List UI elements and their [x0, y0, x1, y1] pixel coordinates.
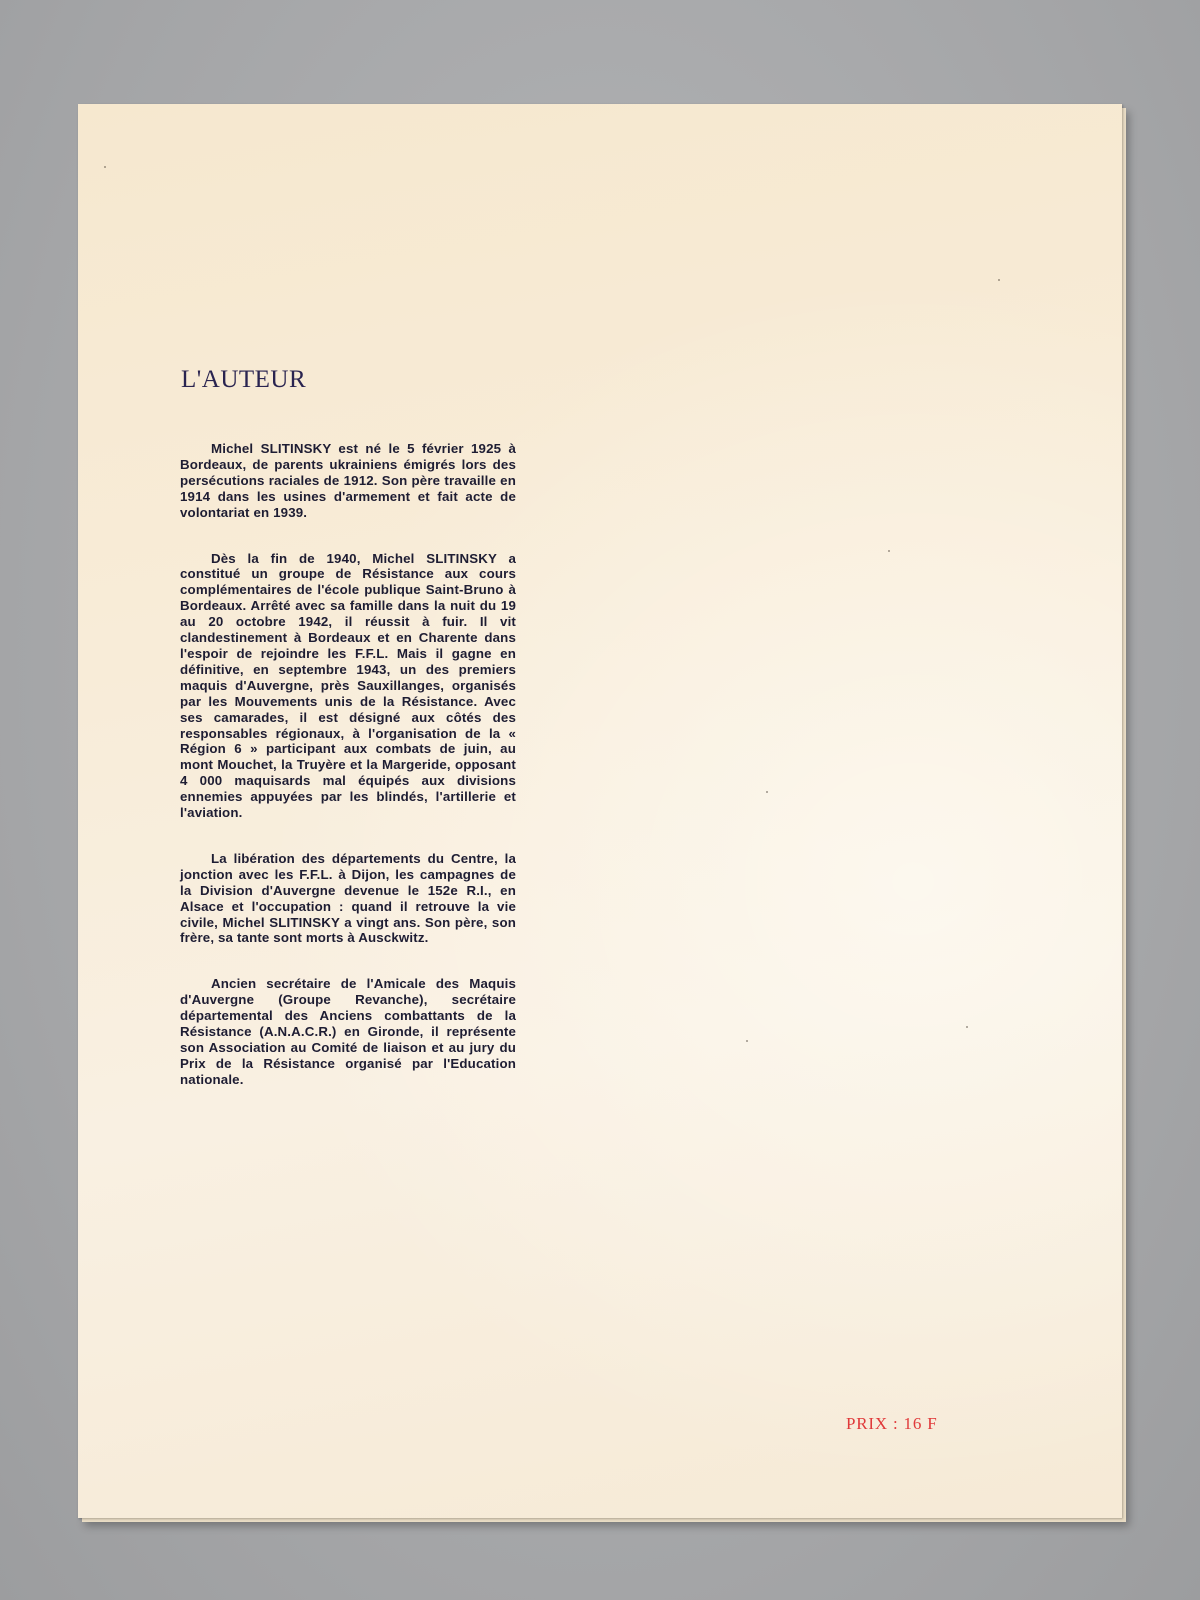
author-biography: [180, 441, 516, 1118]
bio-paragraph-2: Dès la fin de 1940, Michel SLITINSKY a constitué un groupe de Résistance aux cours complémentaires de l'école publique Saint-Bruno à Bordeaux. Arrêté avec sa famille dans la nuit du 19 au 20 octobre 1942, il réussit à fuir. Il vit clandestinement à Bordeaux et en Charente dans l'espoir de rejoindre les F.F.L. Mais il gagne en définitive, en septembre 1943, un des premiers maquis d'Auvergne, près Sauxillanges, organisés par les Mouvements unis de la Résistance. Avec ses camarades, il est désigné aux côtés des responsables régionaux, à l'organisation de la « Région 6 » participant aux combats de juin, au mont Mouchet, la Truyère et la Margeride, opposant 4 000 maquisards mal équipés aux divisions ennemies appuyées par les blindés, l'artillerie et l'aviation.: [180, 550, 516, 821]
paper-speck: [104, 166, 106, 168]
paper-speck: [766, 791, 768, 793]
bio-paragraph-4: Ancien secrétaire de l'Amicale des Maquis d'Auvergne (Groupe Revanche), secrétaire départemental des Anciens combattants de la Résistance (A.N.A.C.R.) en Gironde, il représente son Association au Comité de liaison et au jury du Prix de la Résistance organisé par l'Education nationale.: [180, 976, 516, 1087]
author-heading: L'AUTEUR: [181, 366, 307, 393]
bio-paragraph-3: La libération des départements du Centre, la jonction avec les F.F.L. à Dijon, les campagnes de la Division d'Auvergne devenue le 152e R.I., en Alsace et l'occupation : quand il retrouve la vie civile, Michel SLITINSKY a vingt ans. Son père, son frère, sa tante sont morts à Ausckwitz.: [180, 850, 516, 946]
back-cover: [78, 104, 1122, 1518]
paper-speck: [746, 1040, 748, 1042]
paper-speck: [998, 279, 1000, 281]
paper-speck: [888, 550, 890, 552]
price-label: PRIX : 16 F: [846, 1414, 938, 1433]
paper-speck: [966, 1026, 968, 1028]
bio-paragraph-1: Michel SLITINSKY est né le 5 février 1925 à Bordeaux, de parents ukrainiens émigrés lors des persécutions raciales de 1912. Son père travaille en 1914 dans les usines d'armement et fait acte de volontariat en 1939.: [180, 441, 516, 520]
